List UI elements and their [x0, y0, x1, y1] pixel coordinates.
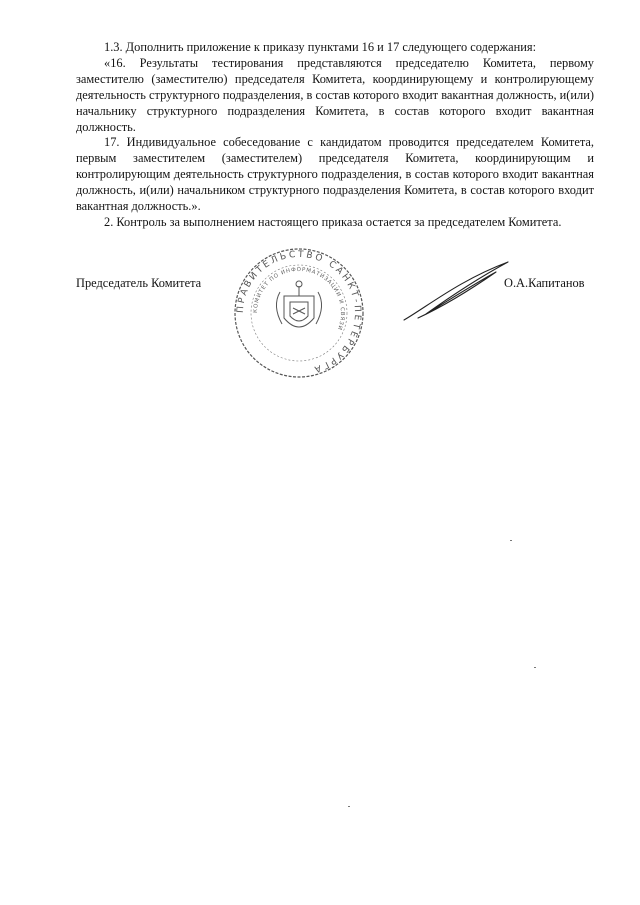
seal-outer-text: ПРАВИТЕЛЬСТВО САНКТ-ПЕТЕРБУРГА — [235, 249, 363, 375]
official-seal — [232, 246, 366, 380]
paragraph-2: 2. Контроль за выполнением настоящего приказа остается за председателем Комитета. — [104, 214, 562, 229]
svg-text:КОМИТЕТ ПО ИНФОРМАТИЗАЦИИ И СВ — [253, 267, 345, 331]
document-body — [76, 40, 594, 231]
seal-inner-text: КОМИТЕТ ПО ИНФОРМАТИЗАЦИИ И СВЯЗИ — [252, 266, 346, 332]
paragraph-16: «16. Результаты тестирования представляются председателю Комитета, первому заместителю (заместителю) председателя Комитета, координирующему и контролирующему деятельность структурного подразделения, в состав которого входит вакантная должность, и(или) начальнику структурного подразделения Комитета, в состав которого входит вакантная должность. — [76, 55, 594, 134]
scan-speck — [510, 540, 512, 541]
signatory-name: О.А.Капитанов — [504, 276, 585, 290]
paragraph-17: 17. Индивидуальное собеседование с кандидатом проводится председателем Комитета, первым заместителем (заместителем) председателя Комитета, координирующим и контролирующим деятельность структурного подразделения, в состав которого входит вакантная должность, и(или) начальником структурного подразделения Комитета, в состав которого входит вакантная должность.». — [76, 135, 594, 214]
signatory-position-title: Председатель Комитета — [76, 276, 202, 290]
scan-speck — [348, 806, 350, 807]
handwritten-signature — [398, 258, 516, 324]
scan-speck — [534, 667, 536, 668]
coat-of-arms-icon — [276, 281, 321, 327]
paragraph-1-3: 1.3. Дополнить приложение к приказу пунктами 16 и 17 следующего содержания: — [104, 40, 537, 54]
